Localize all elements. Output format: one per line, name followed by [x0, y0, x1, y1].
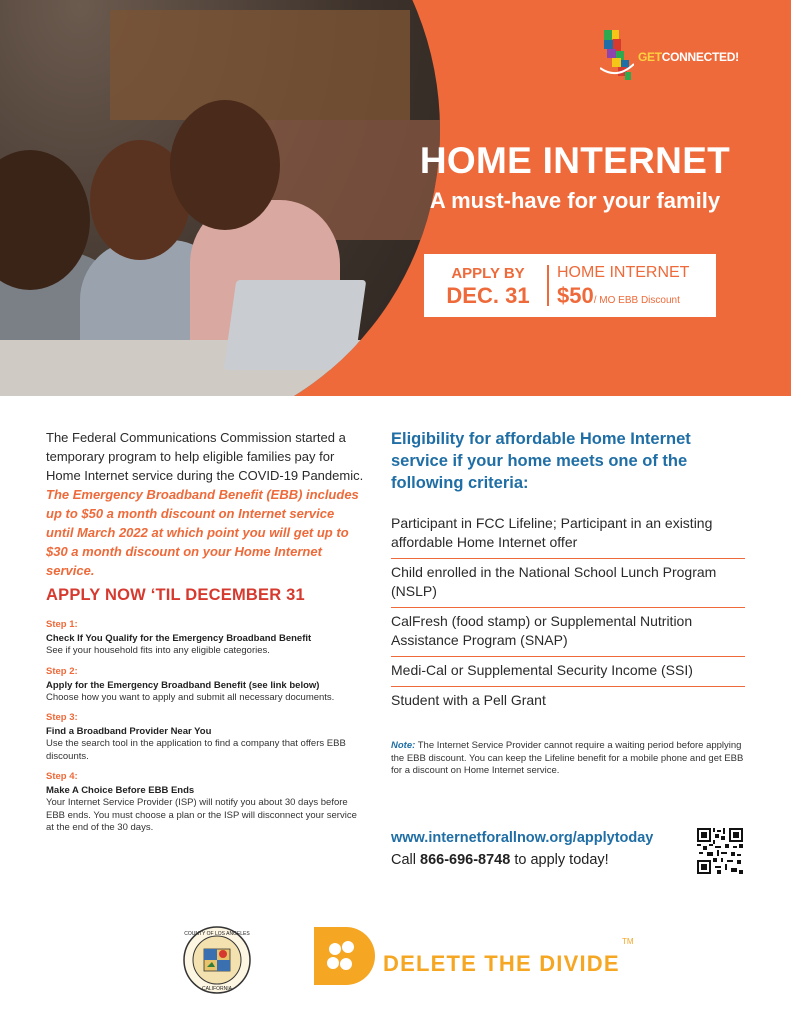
get-connected-logo — [596, 28, 756, 88]
laptop-image — [224, 280, 367, 370]
discount-amount: $50/ MO EBB Discount — [557, 283, 680, 308]
step-heading: Make A Choice Before EBB Ends — [46, 785, 195, 796]
eligibility-heading: Eligibility for affordable Home Internet service if your home meets one of the following criteria: — [391, 430, 691, 492]
apply-by-block — [434, 265, 542, 309]
criteria-item: Student with a Pell Grant — [391, 692, 546, 708]
apply-by-label: APPLY BY — [451, 265, 525, 282]
apply-deadline-box — [424, 254, 716, 317]
criteria-list — [391, 510, 745, 716]
discount-detail: / MO EBB Discount — [593, 295, 680, 306]
apply-now-heading: APPLY NOW ‘TIL DECEMBER 31 — [46, 586, 305, 604]
note-text: The Internet Service Provider cannot require a waiting period before applying the EBB discount. You can keep the Lifeline benefit for a mobile phone and get EBB for a discount on Home Internet service. — [391, 740, 744, 776]
criteria-item: Child enrolled in the National School Lunch Program (NSLP) — [391, 559, 745, 608]
intro-paragraph: The Federal Communications Commission started a temporary program to help eligible families pay for Home Internet service during the COVID-19 Pandemic. The Emergency Broadband Benefit (EBB) includes up to $50 a month discount on Internet service until March 2022 at which point you will get up to $30 a month discount on your Home Internet service. — [46, 430, 364, 578]
eligibility-note — [391, 740, 747, 778]
step-number: Step 1: — [46, 619, 78, 630]
criteria-item: Participant in FCC Lifeline; Participant in an existing affordable Home Internet offer — [391, 510, 745, 559]
step-body: See if your household fits into any eligible categories. — [46, 645, 270, 656]
step-item — [46, 770, 366, 835]
apply-url-link[interactable]: www.internetforallnow.org/applytoday — [391, 830, 654, 846]
page-title: HOME INTERNET — [419, 140, 731, 181]
phone-number[interactable]: 866-696-8748 — [420, 852, 511, 868]
discount-block — [557, 264, 689, 309]
step-number: Step 3: — [46, 712, 78, 723]
apply-by-date: DEC. 31 — [446, 283, 530, 308]
county-seal-icon — [182, 925, 252, 995]
step-number: Step 4: — [46, 771, 78, 782]
call-line: Call 866-696-8748 to apply today! — [391, 852, 609, 868]
qr-code-icon[interactable] — [697, 828, 743, 874]
step-heading: Find a Broadband Provider Near You — [46, 726, 212, 737]
delete-the-divide-wordmark: DELETE THE DIVIDE — [383, 951, 620, 976]
step-item — [46, 711, 366, 763]
steps-list — [46, 618, 366, 842]
hero-banner — [0, 0, 791, 396]
svg-text:CALIFORNIA: CALIFORNIA — [201, 986, 233, 992]
discount-label: HOME INTERNET — [557, 264, 690, 281]
step-body: Choose how you want to apply and submit all necessary documents. — [46, 691, 335, 703]
ebb-highlight: The Emergency Broadband Benefit (EBB) includes up to $50 a month discount on Internet service until March 2022 at which point you will get up to $30 a month discount on your Home Internet service. — [46, 487, 359, 578]
step-item — [46, 665, 366, 705]
box-divider — [547, 265, 549, 306]
criteria-item: CalFresh (food stamp) or Supplemental Nutrition Assistance Program (SNAP) — [391, 608, 745, 657]
step-heading: Check If You Qualify for the Emergency Broadband Benefit — [46, 633, 312, 644]
step-heading: Apply for the Emergency Broadband Benefit (see link below) — [46, 679, 320, 691]
step-item — [46, 618, 366, 658]
step-body: Your Internet Service Provider (ISP) will notify you about 30 days before EBB ends. You must choose a plan or the ISP will disconnect your service at the end of the 30 days. — [46, 797, 357, 833]
svg-text:COUNTY OF LOS ANGELES: COUNTY OF LOS ANGELES — [184, 931, 250, 937]
step-number: Step 2: — [46, 665, 78, 677]
criteria-item: Medi-Cal or Supplemental Security Income (SSI) — [391, 657, 745, 687]
delete-the-divide-logo-icon — [310, 923, 376, 989]
note-label: Note: — [391, 740, 416, 751]
get-connected-wordmark: GETCONNECTED! — [638, 50, 739, 64]
family-photo — [0, 0, 440, 396]
page-subtitle: A must-have for your family — [429, 188, 721, 213]
california-map-icon — [600, 28, 634, 84]
step-body: Use the search tool in the application to find a company that offers EBB discounts. — [46, 738, 346, 762]
trademark-mark: TM — [622, 937, 634, 946]
